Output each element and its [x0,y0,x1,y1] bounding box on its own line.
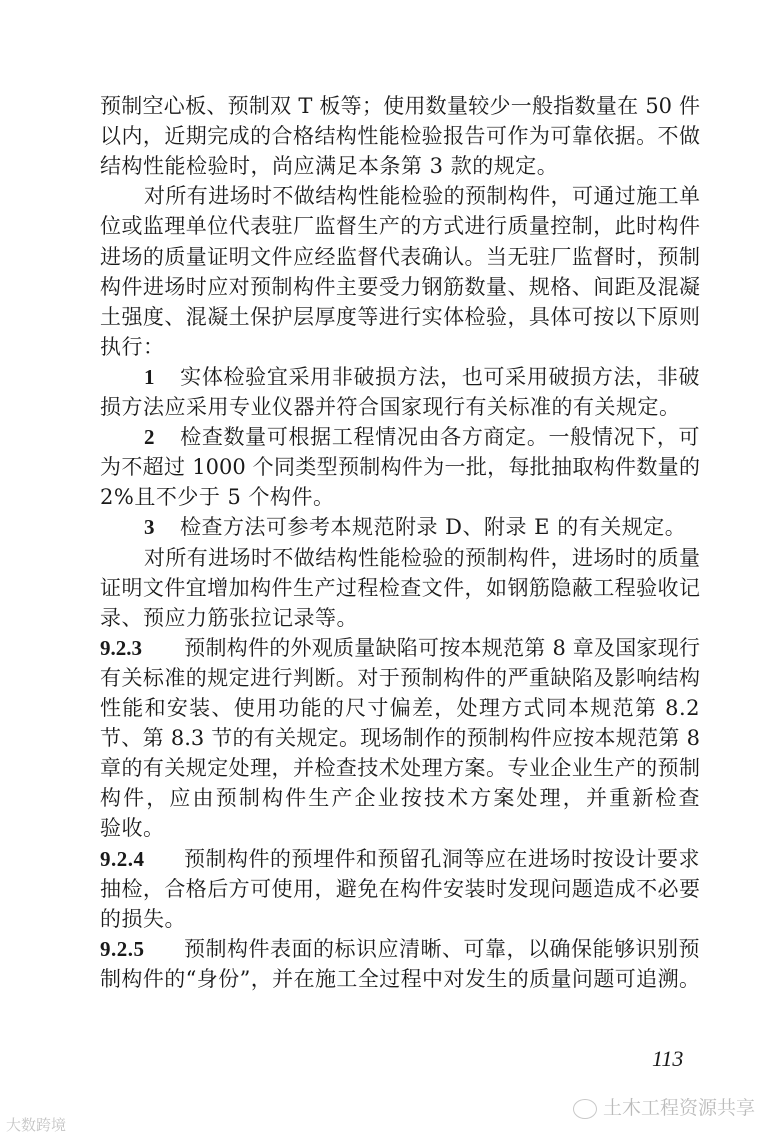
text-line [100,874,700,904]
text-line [100,151,700,181]
text-line [144,512,700,542]
section-number: 9.2.5 [100,936,145,961]
item-number: 2 [144,425,155,450]
text-line [100,934,700,964]
text-line [100,663,700,693]
item-number: 1 [144,364,155,389]
line-text: 有关标准的规定进行判断。对于预制构件的严重缺陷及影响结构 [100,665,700,690]
line-text: 构件进场时应对预制构件主要受力钢筋数量、规格、间距及混凝 [100,274,700,299]
section-number: 9.2.3 [100,635,142,660]
text-line [100,693,700,723]
line-text: 录、预应力筋张拉记录等。 [100,605,358,630]
text-line [100,91,700,121]
text-line [100,211,700,241]
text-line [100,302,700,332]
text-line [100,753,700,783]
watermark-left-text: 大数跨境 [6,1116,67,1134]
line-text: 对所有进场时不做结构性能检验的预制构件，进场时的质量 [144,545,700,570]
line-text: 预制构件的预埋件和预留孔洞等应在进场时按设计要求 [184,846,700,871]
text-line [100,482,700,512]
watermark-left [6,1114,66,1135]
line-text: 损方法应采用专业仪器并符合国家现行有关标准的有关规定。 [100,395,681,419]
text-line [100,392,700,422]
text-line [100,633,700,663]
line-text: 证明文件宜增加构件生产过程检查文件，如钢筋隐蔽工程验收记 [100,575,700,600]
text-line [100,332,700,362]
line-text: 的损失。 [100,906,186,931]
line-text: 验收。 [100,816,165,841]
line-text: 实体检验宜采用非破损方法，也可采用破损方法，非破 [180,364,700,389]
text-line [100,904,700,934]
line-text: 位或监理单位代表驻厂监督生产的方式进行质量控制，此时构件 [100,214,700,239]
item-number: 3 [144,515,155,540]
text-line [100,242,700,272]
text-line [100,573,700,603]
line-text: 抽检，合格后方可使用，避免在构件安装时发现问题造成不必要 [100,876,700,901]
line-text: 检查方法可参考本规范附录 D、附录 E 的有关规定。 [180,515,687,540]
watermark-right [380,1093,755,1120]
line-text: 检查数量可根据工程情况由各方商定。一般情况下，可 [180,425,700,450]
watermark-right-text: 土木工程资源共享 [602,1097,755,1119]
line-text: 执行： [100,334,165,359]
text-line [100,783,700,813]
line-text: 以内，近期完成的合格结构性能检验报告可作为可靠依据。不做 [100,124,700,149]
line-text: 为不超过 1000 个同类型预制构件为一批，每批抽取构件数量的 [100,455,700,480]
text-line [100,723,700,753]
text-line [144,422,700,452]
text-line [100,603,700,633]
text-line [100,964,700,994]
line-text: 对所有进场时不做结构性能检验的预制构件，可通过施工单 [144,184,700,209]
line-text: 章的有关规定处理，并检查技术处理方案。专业企业生产的预制 [100,756,700,781]
line-text: 土强度、混凝土保护层厚度等进行实体检验，具体可按以下原则 [100,304,700,329]
section-number: 9.2.4 [100,846,145,871]
text-line [100,813,700,843]
line-text: 预制构件表面的标识应清晰、可靠，以确保能够识别预 [184,936,700,961]
line-text: 进场的质量证明文件应经监督代表确认。当无驻厂监督时，预制 [100,244,700,269]
text-line [144,181,700,211]
line-text: 制构件的“身份”，并在施工全过程中对发生的质量问题可追溯。 [100,966,700,991]
text-line [100,844,700,874]
line-text: 预制构件的外观质量缺陷可按本规范第 8 章及国家现行 [184,635,700,660]
text-line [144,543,700,573]
text-line [144,362,700,392]
line-text: 性能和安装、使用功能的尺寸偏差，处理方式同本规范第 8.2 [100,696,700,720]
wechat-icon [573,1099,597,1119]
line-text: 2%且不少于 5 个构件。 [100,485,335,510]
text-line [100,121,700,151]
line-text: 构件，应由预制构件生产企业按技术方案处理，并重新检查 [100,786,700,811]
page-number: 113 [652,1046,684,1071]
text-line [100,452,700,482]
text-line [100,272,700,302]
line-text: 节、第 8.3 节的有关规定。现场制作的预制构件应按本规范第 8 [100,726,700,751]
line-text: 预制空心板、预制双 T 板等；使用数量较少一般指数量在 50 件 [100,94,700,118]
line-text: 结构性能检验时，尚应满足本条第 3 款的规定。 [100,154,559,179]
